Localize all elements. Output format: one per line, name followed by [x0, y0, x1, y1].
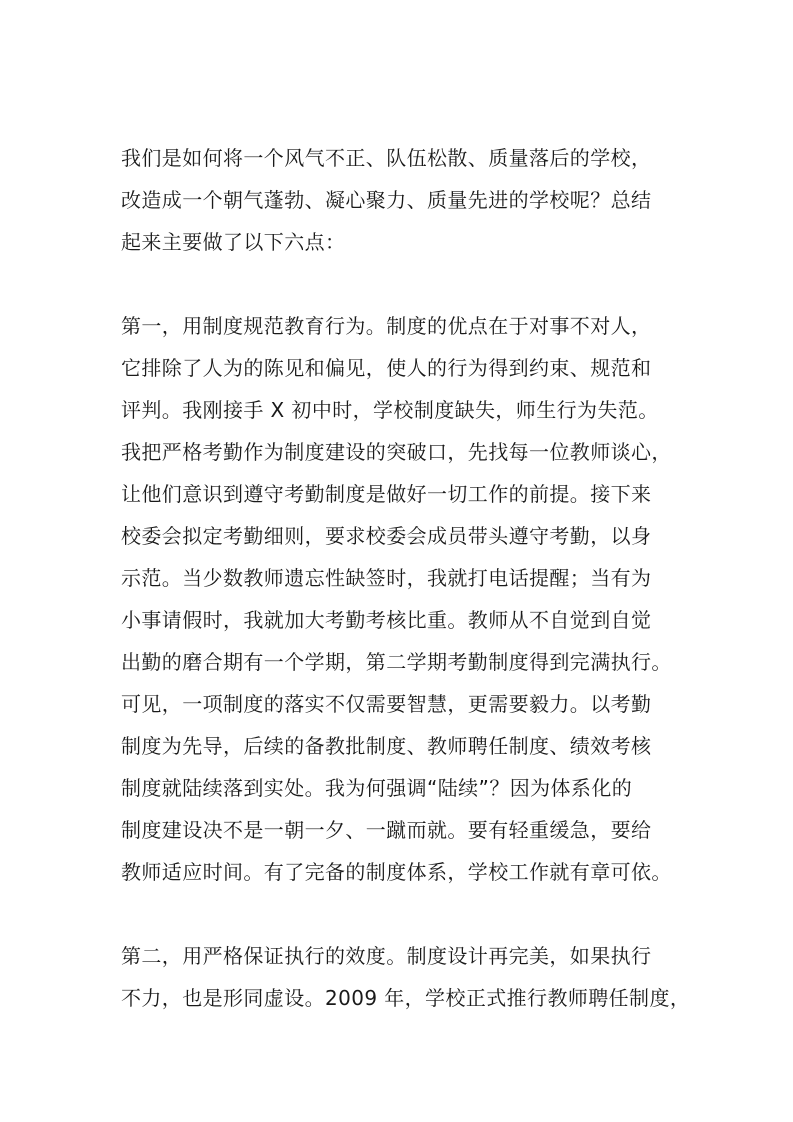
text-line: 制度为先导，后续的备教批制度、教师聘任制度、绩效考核: [121, 734, 652, 758]
text-line: 教师适应时间。有了完备的制度体系，学校工作就有章可依。: [121, 860, 672, 884]
text-line: 评判。我刚接手 X 初中时，学校制度缺失，师生行为失范。: [121, 398, 659, 422]
text-line: 第一，用制度规范教育行为。制度的优点在于对事不对人，: [121, 314, 652, 338]
text-line: 示范。当少数教师遗忘性缺签时，我就打电话提醒；当有为: [121, 566, 652, 590]
text-line: 我们是如何将一个风气不正、队伍松散、质量落后的学校，: [121, 146, 652, 170]
text-line: 可见，一项制度的落实不仅需要智慧，更需要毅力。以考勤: [121, 692, 652, 716]
text-line: 出勤的磨合期有一个学期，第二学期考勤制度得到完满执行。: [121, 650, 672, 674]
text-line: 起来主要做了以下六点：: [121, 230, 346, 254]
text-line: 改造成一个朝气蓬勃、凝心聚力、质量先进的学校呢？总结: [121, 188, 652, 212]
text-line: 它排除了人为的陈见和偏见，使人的行为得到约束、规范和: [121, 356, 652, 380]
text-line: 不力，也是形同虚设。2009 年，学校正式推行教师聘任制度，: [121, 986, 691, 1010]
text-line: 校委会拟定考勤细则，要求校委会成员带头遵守考勤，以身: [121, 524, 652, 548]
text-line: 我把严格考勤作为制度建设的突破口，先找每一位教师谈心，: [121, 440, 672, 464]
text-line: 制度就陆续落到实处。我为何强调“陆续”？因为体系化的: [121, 776, 633, 800]
text-line: 制度建设决不是一朝一夕、一蹴而就。要有轻重缓急，要给: [121, 818, 652, 842]
text-line: 让他们意识到遵守考勤制度是做好一切工作的前提。接下来: [121, 482, 652, 506]
text-line: 第二，用严格保证执行的效度。制度设计再完美，如果执行: [121, 944, 652, 968]
text-line: 小事请假时，我就加大考勤考核比重。教师从不自觉到自觉: [121, 608, 652, 632]
